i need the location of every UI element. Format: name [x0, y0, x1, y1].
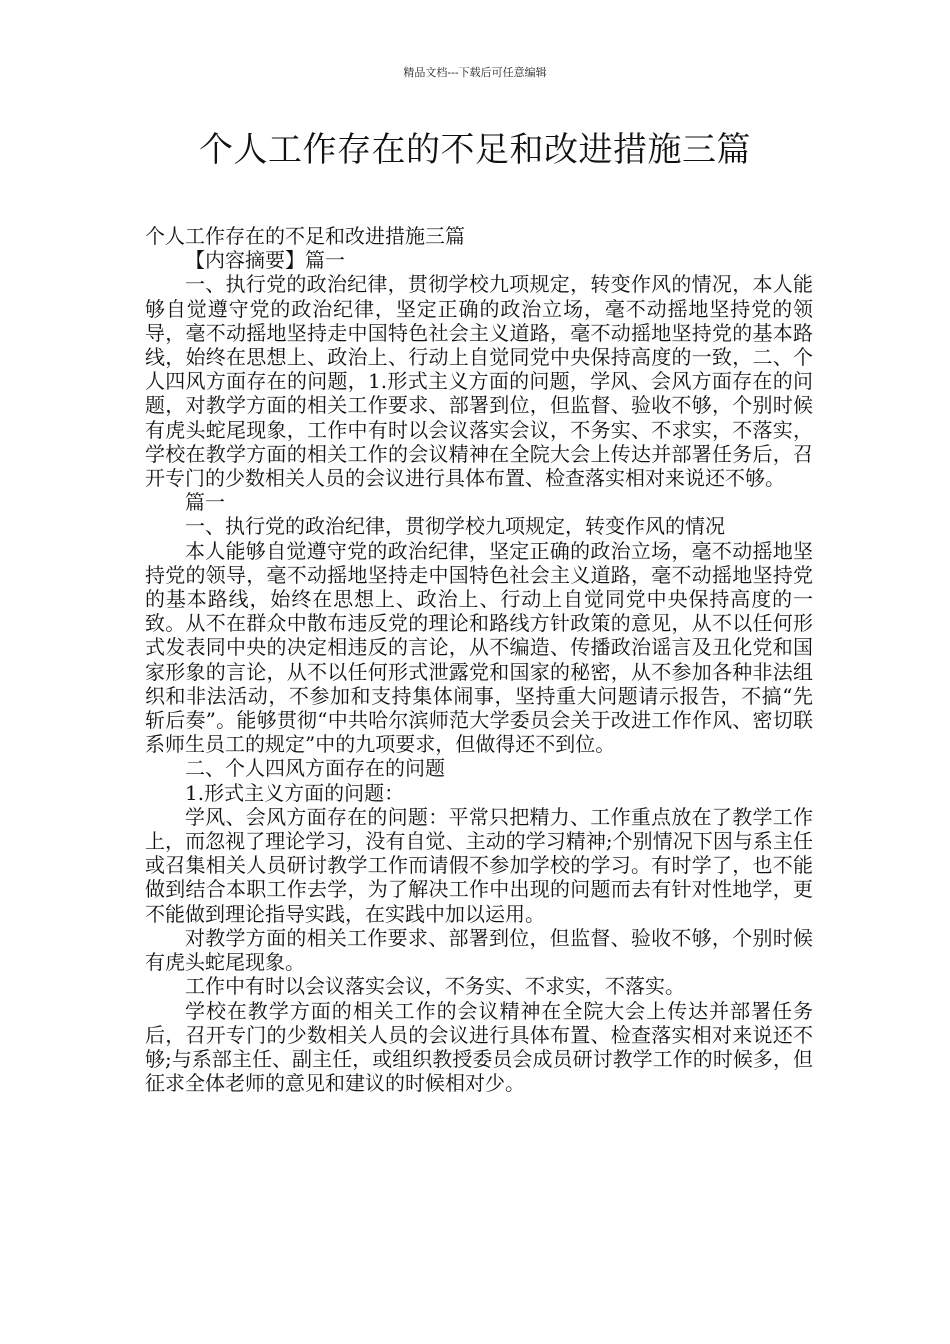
body-paragraph: 一、执行党的政治纪律，贯彻学校九项规定，转变作风的情况 [185, 514, 725, 539]
body-paragraph: 工作中有时以会议落实会议，不务实、不求实，不落实。 [185, 974, 685, 999]
body-paragraph: 篇一 [185, 490, 225, 515]
body-paragraph: 对教学方面的相关工作要求、部署到位，但监督、验收不够，个别时候有虎头蛇尾现象。 [145, 925, 813, 975]
body-paragraph: 二、个人四风方面存在的问题 [185, 756, 445, 781]
body-paragraph: 本人能够自觉遵守党的政治纪律，坚定正确的政治立场，毫不动摇地坚持党的领导，毫不动摇地坚持走中国特色社会主义道路，毫不动摇地坚持党的基本路线，始终在思想上、政治上、行动上自觉同党中央保持高度的一致。从不在群众中散布违反党的理论和路线方针政策的意见，从不以任何形式发表同中央的决定相违反的言论，从不编造、传播政治谣言及丑化党和国家形象的言论，从不以任何形式泄露党和国家的秘密，从不参加各种非法组织和非法活动，不参加和支持集体闹事，坚持重大问题请示报告，不搞“先斩后奏”。能够贯彻“中共哈尔滨师范大学委员会关于改进工作作风、密切联系师生员工的规定”中的九项要求，但做得还不到位。 [145, 538, 813, 757]
body-paragraph: 一、执行党的政治纪律，贯彻学校九项规定，转变作风的情况，本人能够自觉遵守党的政治纪律，坚定正确的政治立场，毫不动摇地坚持党的领导，毫不动摇地坚持走中国特色社会主义道路，毫不动摇地坚持党的基本路线，始终在思想上、政治上、行动上自觉同党中央保持高度的一致，二、个人四风方面存在的问题，1.形式主义方面的问题，学风、会风方面存在的问题，对教学方面的相关工作要求、部署到位，但监督、验收不够，个别时候有虎头蛇尾现象，工作中有时以会议落实会议，不务实、不求实，不落实，学校在教学方面的相关工作的会议精神在全院大会上传达并部署任务后，召开专门的少数相关人员的会议进行具体布置、检查落实相对来说还不够。 [145, 272, 813, 491]
header-note: 精品文档---下载后可任意编辑 [403, 66, 547, 79]
body-paragraph: 1.形式主义方面的问题： [185, 780, 405, 805]
document-title: 个人工作存在的不足和改进措施三篇 [199, 130, 751, 170]
body-paragraph: 学风、会风方面存在的问题：平常只把精力、工作重点放在了教学工作上，而忽视了理论学习，没有自觉、主动的学习精神;个别情况下因与系主任或召集相关人员研讨教学工作而请假不参加学校的学习。有时学了，也不能做到结合本职工作去学，为了解决工作中出现的问题而去有针对性地学，更不能做到理论指导实践，在实践中加以运用。 [145, 804, 813, 926]
document-body [145, 224, 813, 1095]
body-paragraph: 个人工作存在的不足和改进措施三篇 [145, 224, 465, 248]
body-paragraph: 学校在教学方面的相关工作的会议精神在全院大会上传达并部署任务后，召开专门的少数相关人员的会议进行具体布置、检查落实相对来说还不够;与系部主任、副主任，或组织教授委员会成员研讨教学工作的时候多，但征求全体老师的意见和建议的时候相对少。 [145, 998, 813, 1096]
body-paragraph: 【内容摘要】篇一 [185, 248, 345, 273]
